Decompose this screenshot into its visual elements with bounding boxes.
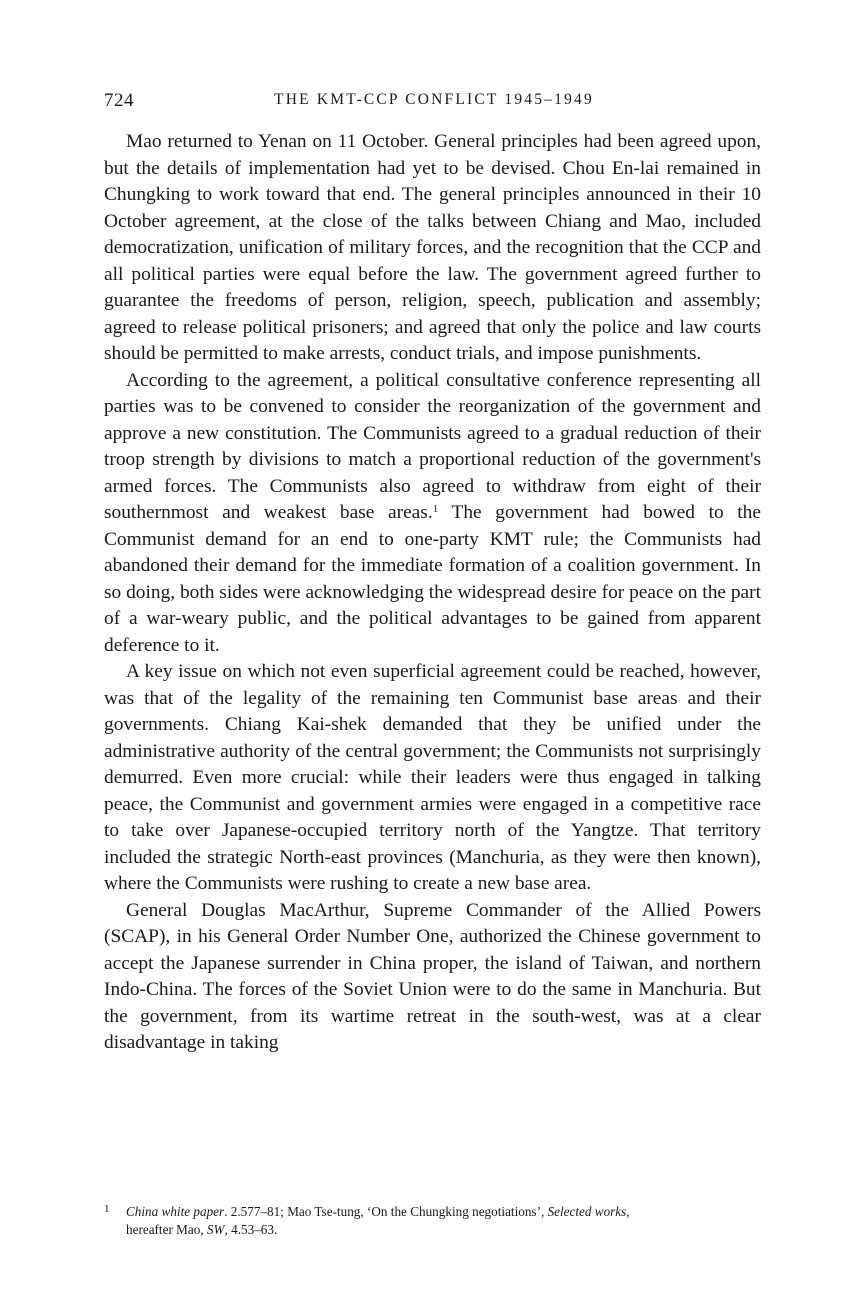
paragraph-1: Mao returned to Yenan on 11 October. General principles had been agreed upon, but the details of implementation had yet to be devised. Chou En-lai remained in Chungking to work toward that end. The general principles announced in their 10 October agreement, at the close of the talks between Chiang and Mao, included democratization, unification of military forces, and the recognition that the CCP and all political parties were equal before the law. The government agreed further to guarantee the freedoms of person, religion, speech, publication and assembly; agreed to release political prisoners; and agreed that only the police and law courts should be permitted to make arrests, conduct trials, and impose punishments. xyxy=(104,131,761,364)
paragraph-2-text-a: According to the agreement, a political consultative conference representing all parties was to be convened to consider the reorganization of the government and approve a new constitution. The Communists agreed to a gradual reduction of their troop strength by divisions to match a proportional reduction of the government's armed forces. The Communists also agreed to withdraw from eight of their southernmost and weakest base areas. xyxy=(104,369,761,523)
paragraph-4: General Douglas MacArthur, Supreme Commander of the Allied Powers (SCAP), in his General Order Number One, authorized the Chinese government to accept the Japanese surrender in China proper, the island of Taiwan, and northern Indo-China. The forces of the Soviet Union were to do the same in Manchuria. But the government, from its wartime retreat in the south-west, was at a clear disadvantage in taking xyxy=(104,899,761,1053)
footnote-line2-prefix: hereafter Mao, xyxy=(126,1222,207,1237)
page-header xyxy=(104,90,764,116)
footnote: 1 China white paper. 2.577–81; Mao Tse-tung, ‘On the Chungking negotiations’, Selected works, hereafter Mao, SW, 4.53–63. xyxy=(104,1203,761,1239)
footnote-abbr: SW xyxy=(206,1222,225,1237)
footnote-title-selected-works: Selected works xyxy=(547,1204,627,1219)
running-head: THE KMT-CCP CONFLICT 1945–1949 xyxy=(274,91,594,108)
footnote-reference: 1 xyxy=(432,503,439,515)
page-number: 724 xyxy=(104,90,134,111)
footnote-line2-suffix: , 4.53–63. xyxy=(224,1222,278,1237)
footnote-text-part2: , xyxy=(626,1204,630,1219)
paragraph-2-text-b: The government had bowed to the Communist demand for an end to one-party KMT rule; the Communists had abandoned their demand for the immediate formation of a coalition government. In so doing, both sides were acknowledging the widespread desire for peace on the part of a war-weary public, and the political advantages to be gained from apparent deference to it. xyxy=(104,502,761,656)
footnote-text-part1: . 2.577–81; Mao Tse-tung, ‘On the Chungking negotiations’, xyxy=(224,1204,548,1219)
footnote-line-2 xyxy=(104,1221,761,1239)
body-text xyxy=(104,129,761,1057)
paragraph-3: A key issue on which not even superficial agreement could be reached, however, was that of the legality of the remaining ten Communist base areas and their governments. Chiang Kai-shek demanded that they be unified under the administrative authority of the central government; the Communists not surprisingly demurred. Even more crucial: while their leaders were thus engaged in talking peace, the Communist and government armies were engaged in a competitive race to take over Japanese-occupied territory north of the Yangtze. That territory included the strategic North-east provinces (Manchuria, as they were then known), where the Communists were rushing to create a new base area. xyxy=(104,661,761,894)
paragraph-2 xyxy=(104,368,761,660)
footnote-title-white-paper: China white paper xyxy=(126,1204,225,1219)
